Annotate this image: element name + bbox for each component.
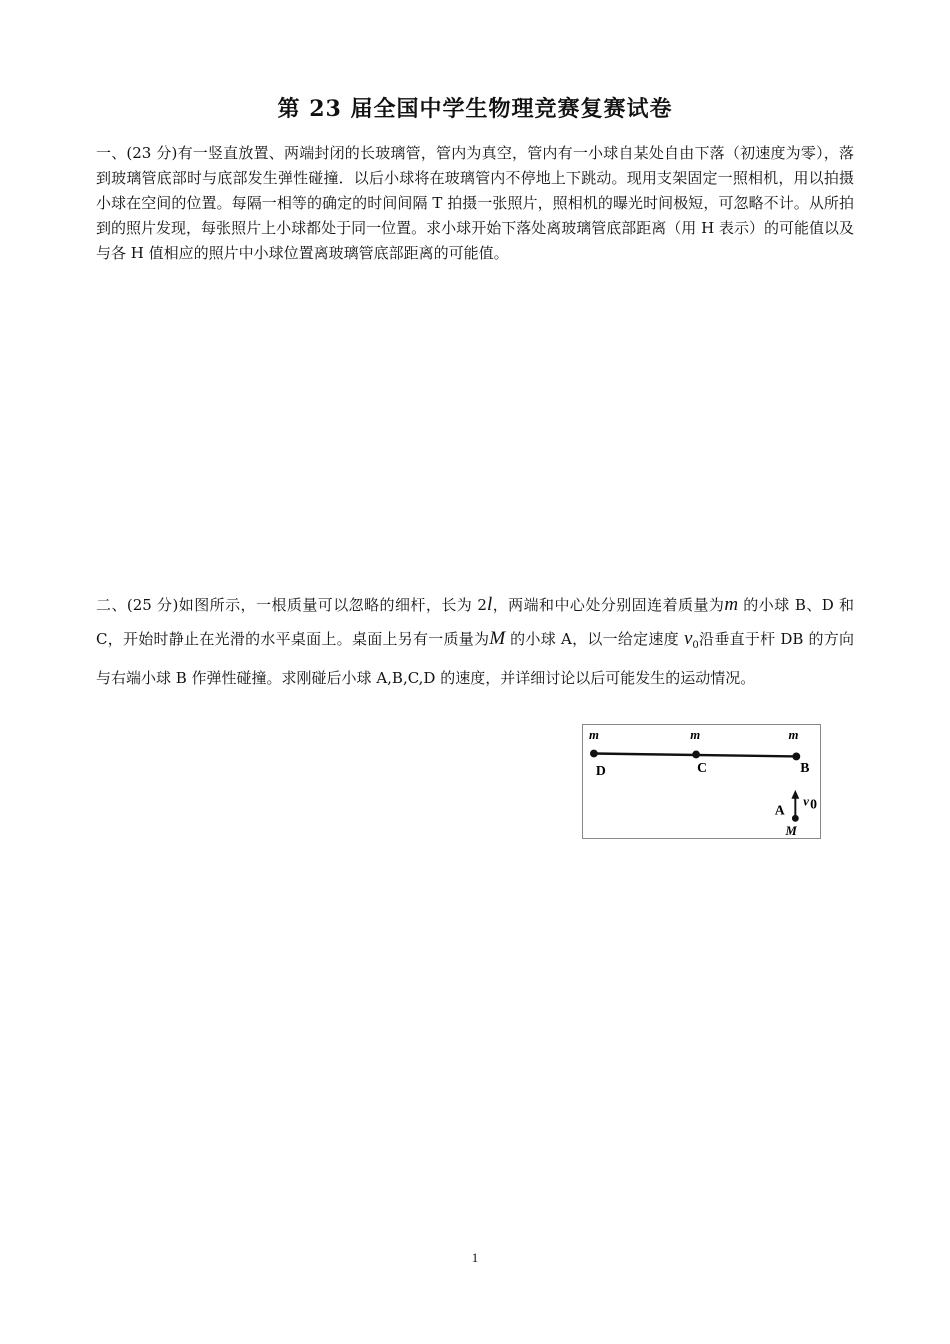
label-a: A: [774, 802, 785, 818]
page-title: 第 23 届全国中学生物理竞赛复赛试卷: [277, 96, 673, 122]
label-d: D: [595, 763, 606, 779]
page-number: 1: [471, 1250, 479, 1265]
ball-b: [792, 753, 800, 761]
problem-2-part2: ，两端和中心处分别固连着质量为: [492, 596, 725, 614]
problem-2-part5: 沿垂直于杆 DB 的方向与右端小球 B 作弹性碰撞。求刚碰后小球 A,B,C,D 的速度，并详细讨论以后可能发生的运动情况。: [96, 630, 855, 687]
velocity-subscript: 0: [692, 640, 699, 651]
velocity-symbol: v: [683, 628, 693, 649]
label-c: C: [697, 760, 708, 776]
problem-2-text: [96, 588, 854, 695]
rod-collision-figure: [582, 724, 821, 839]
arrow-head-icon: [791, 790, 799, 799]
label-b: B: [800, 760, 810, 776]
problem-2-part3: 的小球 B、D 和 C，开始时静止在光滑的水平桌面上。桌面上另有一质量为: [96, 596, 854, 648]
problem-1-text: 一、(23 分)有一竖直放置、两端封闭的长玻璃管，管内为真空，管内有一小球自某处自由下落（初速度为零），落到玻璃管底部时与底部发生弹性碰撞．以后小球将在玻璃管内不停地上下跳动。现用支架固定一照相机，用以拍摄小球在空间的位置。每隔一相等的确定的时间间隔 T 拍摄一张照片，照相机的曝光时间极短，可忽略不计。从所拍到的照片发现，每张照片上小球都处于同一位置。求小球开始下落处离玻璃管底部距离（用 H 表示）的可能值以及与各 H 值相应的照片中小球位置离玻璃管底部距离的可能值。: [96, 144, 854, 262]
mass-label-d: m: [588, 727, 599, 742]
mass-label-b: m: [788, 727, 799, 742]
big-mass-symbol: M: [489, 628, 506, 649]
problem-2-part1: 二、(25 分)如图所示，一根质量可以忽略的细杆，长为 2: [96, 596, 487, 614]
mass-label-c: m: [690, 727, 701, 742]
label-v: v: [803, 794, 809, 809]
mass-symbol: m: [724, 594, 739, 615]
ball-a: [792, 815, 799, 822]
ball-c: [692, 751, 700, 759]
label-m-big: M: [785, 824, 797, 838]
ball-d: [590, 750, 598, 758]
label-v-sub: 0: [810, 796, 817, 812]
length-symbol: l: [486, 594, 493, 615]
problem-2-part4: 的小球 A，以一给定速度: [505, 630, 684, 648]
